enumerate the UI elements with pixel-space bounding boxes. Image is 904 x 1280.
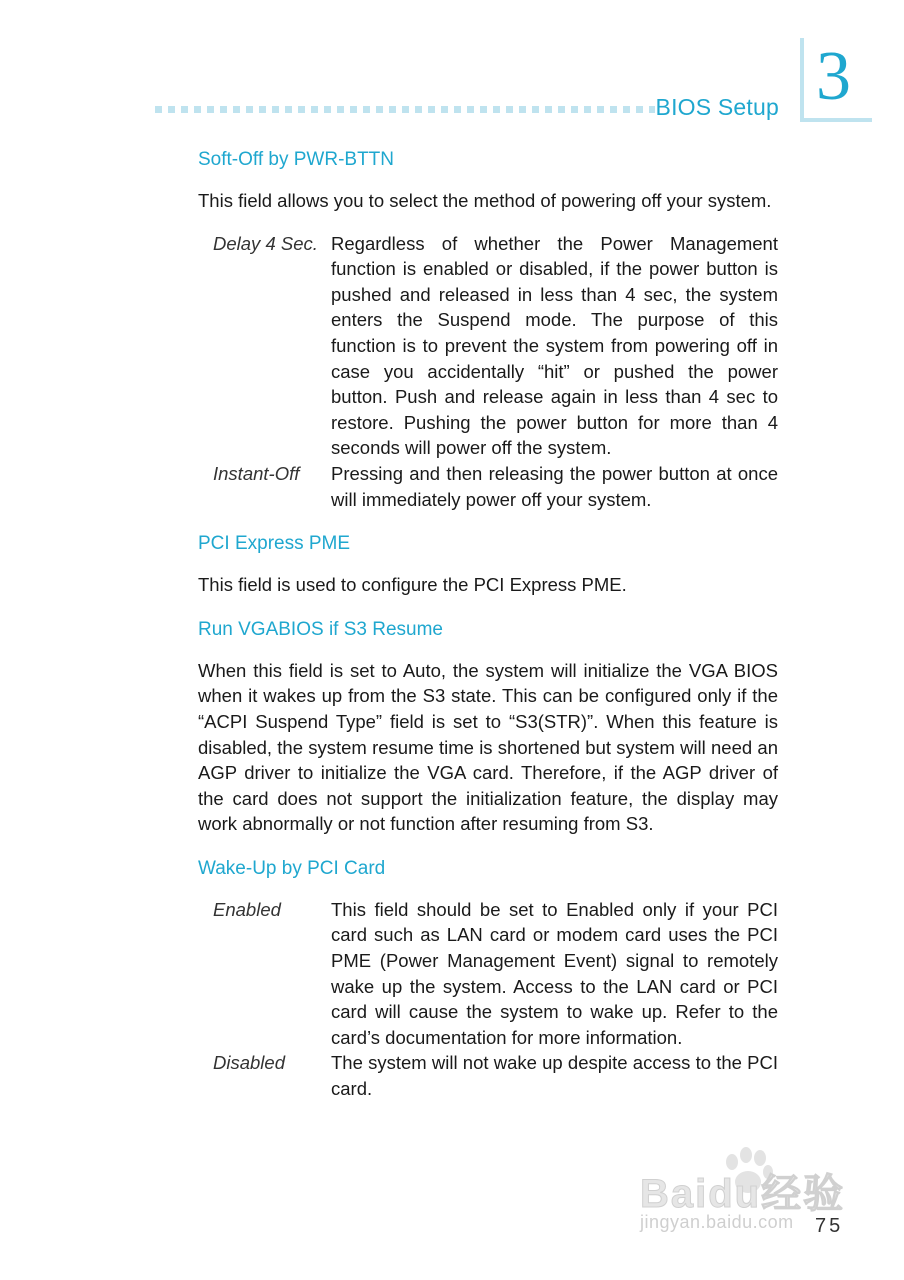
section-title-wake-pci: Wake-Up by PCI Card xyxy=(198,857,386,879)
chapter-number: 3 xyxy=(816,38,851,115)
page-body xyxy=(198,145,778,1119)
option-name: Delay 4 Sec. xyxy=(213,232,318,254)
running-header-title: BIOS Setup xyxy=(655,94,779,120)
option-name: Instant-Off xyxy=(213,462,300,484)
vgabios-body: When this field is set to Auto, the system will initialize the VGA BIOS when it wakes up from the S3 state. This can be configured only if the “ACPI Suspend Type” field is set to “S3(STR)”. When this feature is disabled, the system resume time is shortened but system will need an AGP driver to initialize the VGA card. Therefore, if the AGP driver of the card does not support the initialization feature, the display may work abnormally or not function after resuming from S3. xyxy=(198,659,778,835)
option-row xyxy=(198,1050,778,1101)
option-name: Enabled xyxy=(213,898,281,920)
option-description: This field should be set to Enabled only if your PCI card such as LAN card or modem card uses the PCI PME (Power Management Event) signal to remotely wake up the system. Access to the LAN card or PCI card will cause the system to wake up. Refer to the card’s documentation for more information. xyxy=(331,898,778,1048)
page-number: 75 xyxy=(815,1215,844,1237)
option-row xyxy=(198,231,778,461)
option-row xyxy=(198,897,778,1051)
soft-off-options xyxy=(198,231,778,513)
section-title-soft-off: Soft-Off by PWR-BTTN xyxy=(198,149,395,170)
pci-pme-body: This field is used to configure the PCI Express PME. xyxy=(198,574,627,596)
chapter-tab xyxy=(800,38,872,122)
option-name: Disabled xyxy=(213,1052,285,1074)
option-description: Regardless of whether the Power Management function is enabled or disabled, if the power button is pushed and released in less than 4 sec, the system enters the Suspend mode. The purpose of this function is to prevent the system from powering off in case you accidentally “hit” or pushed the power button. Push and release again in less than 4 sec to restore. Pushing the power button for more than 4 seconds will power off the system. xyxy=(331,232,778,459)
section-title-pci-pme: PCI Express PME xyxy=(198,533,351,555)
watermark-logo: Baidu经验 xyxy=(640,1172,846,1216)
watermark-url: jingyan.baidu.com xyxy=(640,1212,794,1232)
section-title-vgabios: Run VGABIOS if S3 Resume xyxy=(198,618,443,640)
header-dotted-rule xyxy=(155,104,655,114)
option-description: The system will not wake up despite access to the PCI card. xyxy=(331,1052,778,1100)
option-row xyxy=(198,461,778,512)
option-description: Pressing and then releasing the power button at once will immediately power off your system. xyxy=(331,462,778,510)
wake-pci-options xyxy=(198,897,778,1102)
soft-off-intro: This field allows you to select the method of powering off your system. xyxy=(198,190,772,211)
